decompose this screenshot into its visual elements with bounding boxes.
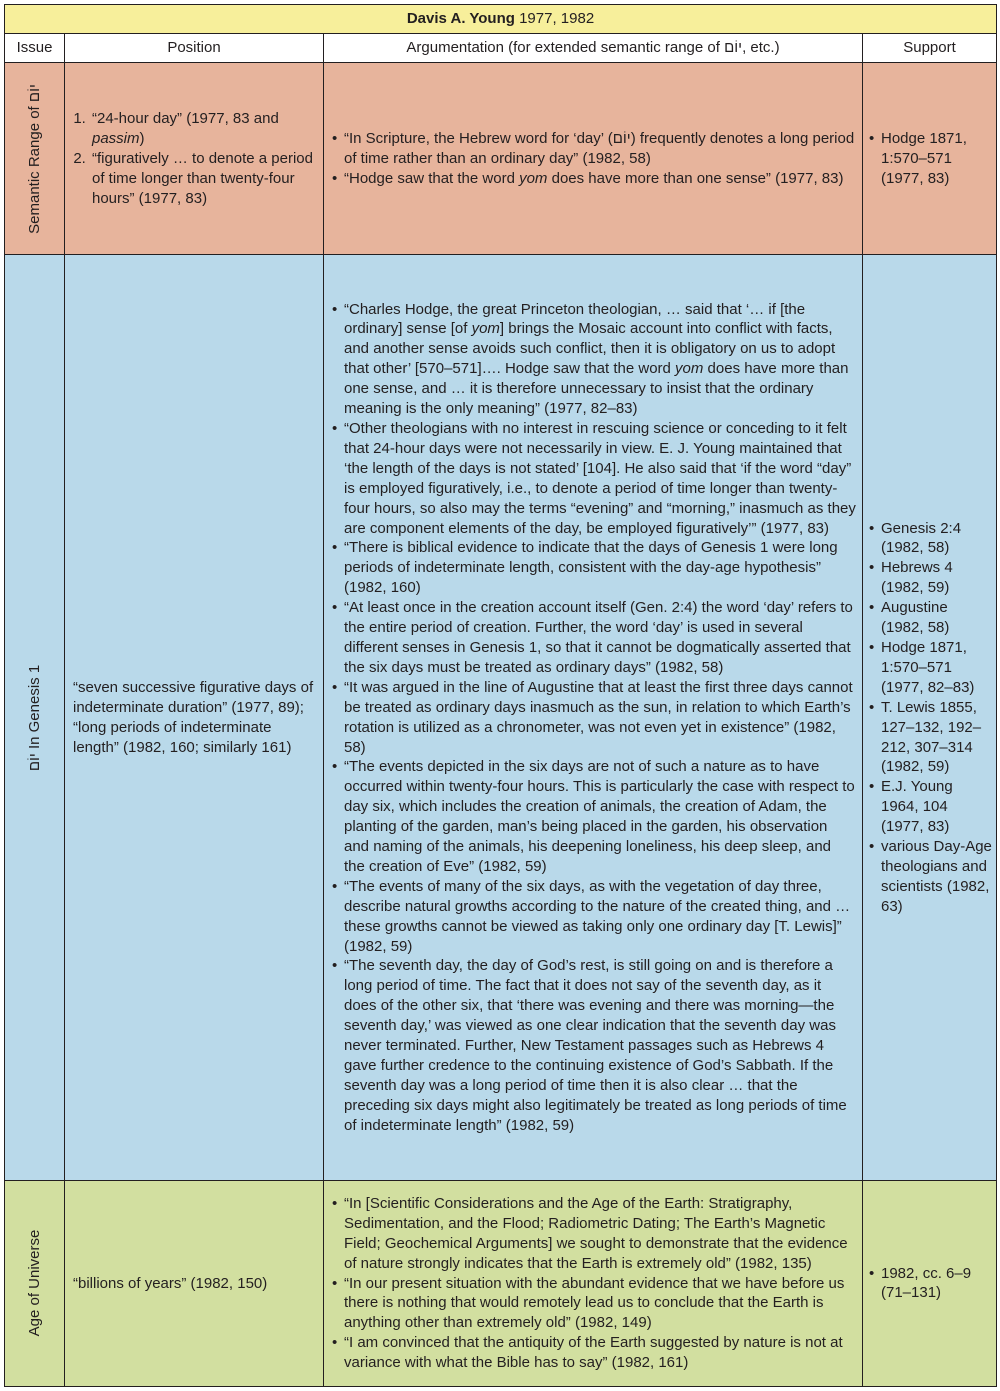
table-row-semantic-range	[5, 63, 997, 255]
position-text: “seven successive figurative days of indeterminate duration” (1977, 89); “long periods of indeterminate length” (1982, 160; similarly 161)	[73, 678, 314, 756]
argumentation-cell	[324, 1180, 863, 1386]
issue-cell	[5, 255, 65, 1181]
issue-label: Age of Universe	[25, 1230, 43, 1337]
argument-item: • “It was argued in the line of Augustine that at least the first three days cannot be treated as ordinary days inasmuch as the sun, in relation to which Earth’s rotation is utilized as a chronometer, was not even yet in existence” (1982, 58)	[332, 678, 856, 758]
support-list	[869, 129, 992, 189]
argument-item: • “In our present situation with the abundant evidence that we have before us there is nothing that would remotely lead us to conclude that the Earth is anything other than extremely old” (1982, 149)	[332, 1274, 856, 1334]
issue-label: Semantic Range of יוֹם	[25, 83, 43, 234]
argument-item: • “There is biblical evidence to indicate that the days of Genesis 1 were long periods of indeterminate length, consistent with the day-age hypothesis” (1982, 160)	[332, 538, 856, 598]
support-cell	[863, 63, 997, 255]
position-cell	[65, 1180, 324, 1386]
support-item: • various Day-Age theologians and scientists (1982, 63)	[869, 837, 992, 917]
header-row	[5, 34, 997, 63]
author-name: Davis A. Young	[406, 10, 515, 28]
support-list	[869, 1264, 992, 1304]
header-position: Position	[65, 34, 324, 63]
support-item: • Augustine (1982, 58)	[869, 598, 992, 638]
support-item: • Hodge 1871, 1:570–571 (1977, 83)	[869, 129, 992, 189]
support-item: • E.J. Young 1964, 104 (1977, 83)	[869, 777, 992, 837]
argument-item: • “I am convinced that the antiquity of the Earth suggested by nature is not at variance with what the Bible has to say” (1982, 161)	[332, 1333, 856, 1373]
support-list	[869, 519, 992, 917]
argument-list	[332, 300, 856, 1136]
title-row	[5, 5, 997, 34]
argument-item: • “At least once in the creation account itself (Gen. 2:4) the word ‘day’ refers to the entire period of creation. Further, the word ‘day’ is used in several different senses in Genesis 1, so that it cannot be dogmatically asserted that the six days must be treated as ordinary days” (1982, 58)	[332, 598, 856, 678]
support-cell	[863, 255, 997, 1181]
comparison-table	[4, 4, 997, 1387]
argument-item: • “The events of many of the six days, as with the vegetation of day three, describe natural growths according to the nature of the created thing, and … these growths cannot be viewed as taking only one ordinary day [T. Lewis]” (1982, 59)	[332, 877, 856, 957]
position-list	[73, 109, 317, 209]
support-cell	[863, 1180, 997, 1386]
table-row-genesis	[5, 255, 997, 1181]
header-support: Support	[863, 34, 997, 63]
table-row-age-of-universe	[5, 1180, 997, 1386]
author-years: 1977, 1982	[519, 10, 595, 28]
position-item: 2. “figuratively … to denote a period of time longer than twenty-four hours” (1977, 83)	[90, 149, 317, 209]
support-item: • Hebrews 4 (1982, 59)	[869, 558, 992, 598]
argument-item: • “Other theologians with no interest in rescuing science or conceding to it felt that 24-hour days were not necessarily in view. E. J. Young maintained that ‘the length of the days is not stated’ [104]. He also said that ‘if the word “day” is employed figuratively, i.e., to denote a period of time longer than twenty-four hours, so also may the terms “evening” and “morning,” inasmuch as they are component elements of the day, be employed figuratively’” (1977, 83)	[332, 419, 856, 538]
support-item: • Genesis 2:4 (1982, 58)	[869, 519, 992, 559]
table-title	[5, 5, 997, 34]
position-text: “billions of years” (1982, 150)	[73, 1274, 268, 1292]
argument-list	[332, 129, 856, 189]
issue-cell	[5, 63, 65, 255]
argument-item: • “The events depicted in the six days are not of such a nature as to have occurred within twenty-four hours. This is particularly the case with respect to day six, which includes the creation of animals, the creation of Adam, the planting of the garden, man’s being placed in the garden, his observation and naming of the animals, his deepening loneliness, his deep sleep, and the creation of Eve” (1982, 59)	[332, 757, 856, 876]
header-issue: Issue	[5, 34, 65, 63]
argument-item: • “The seventh day, the day of God’s rest, is still going on and is therefore a long period of time. The fact that it does not say of the seventh day, as it does of the other six, that ‘there was evening and there was morning—the seventh day,’ was viewed as one clear indication that the seventh day was never terminated. Further, New Testament passages such as Hebrews 4 gave further credence to the continuing existence of God’s Sabbath. If the seventh day was a long period of time then it is also clear … that the preceding six days might also legitimately be treated as long periods of time of indeterminate length” (1982, 59)	[332, 956, 856, 1135]
argumentation-cell	[324, 63, 863, 255]
issue-cell	[5, 1180, 65, 1386]
argument-item: • “In Scripture, the Hebrew word for ‘day’ (יוֹם) frequently denotes a long period of time rather than an ordinary day” (1982, 58)	[332, 129, 856, 169]
position-item: 1. “24-hour day” (1977, 83 and passim)	[90, 109, 317, 149]
support-item: • Hodge 1871, 1:570–571 (1977, 82–83)	[869, 638, 992, 698]
support-item: • T. Lewis 1855, 127–132, 192–212, 307–314 (1982, 59)	[869, 698, 992, 778]
issue-label: יוֹם In Genesis 1	[25, 664, 43, 771]
argumentation-cell	[324, 255, 863, 1181]
argument-item: • “Charles Hodge, the great Princeton theologian, … said that ‘… if [the ordinary] sense [of yom] brings the Mosaic account into conflict with facts, and another sense avoids such conflict, then it is obligatory on us to adopt that other’ [570–571]…. Hodge saw that the word yom does have more than one sense, and … it is therefore unnecessary to insist that the ordinary meaning is the only meaning” (1977, 82–83)	[332, 300, 856, 419]
argument-item: • “In [Scientific Considerations and the Age of the Earth: Stratigraphy, Sedimentation, and the Flood; Radiometric Dating; The Earth’s Magnetic Field; Geochemical Arguments] we sought to demonstrate that the evidence of nature strongly indicates that the Earth is extremely old” (1982, 135)	[332, 1194, 856, 1274]
position-cell	[65, 255, 324, 1181]
header-argumentation: Argumentation (for extended semantic range of יוֹם, etc.)	[324, 34, 863, 63]
argument-list	[332, 1194, 856, 1373]
support-item: • 1982, cc. 6–9 (71–131)	[869, 1264, 992, 1304]
position-cell	[65, 63, 324, 255]
argument-item: • “Hodge saw that the word yom does have more than one sense” (1977, 83)	[332, 169, 856, 189]
